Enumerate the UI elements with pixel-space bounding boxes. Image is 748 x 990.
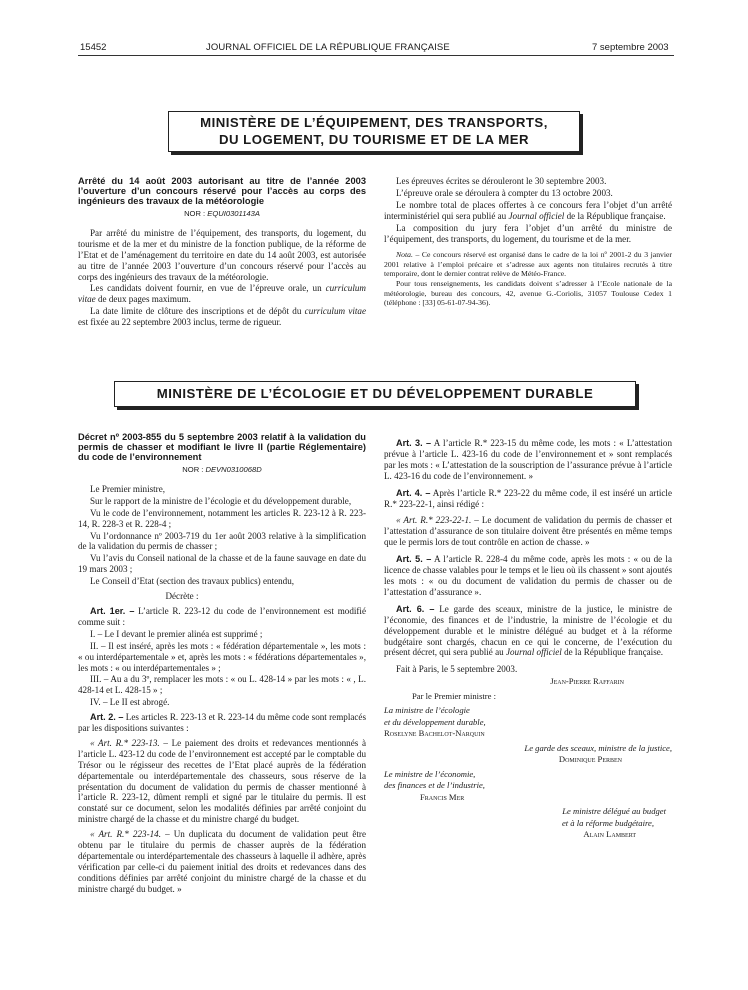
- nor-label: NOR :: [182, 465, 204, 474]
- paragraph: La date limite de clôture des inscriptions et de dépôt du curriculum vitae est fixée au 22 septembre 2003 inclus, terme de rigueur.: [78, 306, 366, 328]
- paragraph: Le nombre total de places offertes à ce concours fera l’objet d’un arrêté interministériel qui sera publié au Journal officiel de la République française.: [384, 199, 672, 221]
- garde-des-sceaux-title: Le garde des sceaux, ministre de la justice,: [524, 742, 672, 753]
- ministre-economie-title: des finances et de l’industrie,: [384, 780, 485, 791]
- paragraph: Par arrêté du ministre de l’équipement, des transports, du logement, du tourisme et de la mer et du ministre de la fonction publique, de la réforme de l’Etat et de l’aménagement du territoire en date du 14 août 2003, est autorisée au titre de l’année 2003 l’ouverture d’un concours réservé pour l’accès au corps des ingénieurs des travaux de la météorologie.: [78, 227, 366, 282]
- signature-premier-ministre: Jean-Pierre Raffarin: [550, 676, 624, 687]
- decret-left-column: [78, 432, 366, 896]
- nota-contact: Pour tous renseignements, les candidats doivent s’adresser à l’Ecole nationale de la météorologie, bureau des concours, 42, avenue G.-Coriolis, 31057 Toulouse Cedex 1 (téléphone : [33] 05-61-07-94-36).: [384, 279, 672, 307]
- signature-garde-des-sceaux: Dominique Perben: [558, 754, 622, 765]
- article-4: Art. 4. – Après l’article R.* 223-22 du même code, il est inséré un article R.* 223-22-1, ainsi rédigé :: [384, 487, 672, 509]
- arrete-nor: [78, 209, 366, 220]
- article-2: Art. 2. – Les articles R. 223-13 et R. 223-14 du même code sont remplacés par les dispositions suivantes :: [78, 712, 366, 734]
- paragraph: Les épreuves écrites se dérouleront le 30 septembre 2003.: [396, 176, 607, 186]
- paragraph: Le Conseil d’Etat (section des travaux publics) entendu,: [90, 576, 295, 587]
- ministry-heading-equipement: [168, 111, 580, 152]
- nota: Nota. – Ce concours réservé est organisé dans le cadre de la loi nº 2001-2 du 3 janvier 2001 relative à l’emploi précaire et s’adresse aux agents non titulaires recrutés à titre temporaire, dont le dernier contrat relève de Météo-France.: [384, 250, 672, 279]
- paragraph: Sur le rapport de la ministre de l’écologie et du développement durable,: [90, 495, 352, 506]
- ministre-economie-title: Le ministre de l’économie,: [384, 768, 476, 779]
- issue-date: 7 septembre 2003: [592, 42, 669, 53]
- decret-right-column: [384, 432, 672, 841]
- article-r-223-13: « Art. R.* 223-13. – Le paiement des droits et redevances mentionnés à l’article L. 423-12 du code de l’environnement est accepté par le comptable du Trésor ou le régisseur des recettes de l’Etat placé auprès de la fédération départementale ou interdépartementale des chasseurs, sous réserve de la présentation du document de validation du permis de chasser mentionné à l’article R. 223-12, dûment rempli et signé par le titulaire du permis. Il est constaté sur ce document, selon les modalités définies par arrêté conjoint du ministre chargé de la chasse et du ministre chargé du budget.: [78, 737, 366, 825]
- paragraph: Vu le code de l’environnement, notamment les articles R. 223-12 à R. 223-14, R. 228-3 et R. 228-4 ;: [78, 507, 366, 529]
- ministry-heading-line: MINISTÈRE DE L’ÉQUIPEMENT, DES TRANSPORTS,: [200, 115, 548, 130]
- signature-ministre-budget: Alain Lambert: [583, 829, 636, 840]
- paragraph: III. – Au a du 3º, remplacer les mots : « ou L. 428-14 » par les mots : « , L. 428-14 et L. 428-15 » ;: [78, 674, 366, 696]
- ministry-heading-line: DU LOGEMENT, DU TOURISME ET DE LA MER: [218, 132, 530, 147]
- article-5: Art. 5. – A l’article R. 228-4 du même code, après les mots : « ou de la licence de chasse valables pour le temps et le lieu où ils chassent » sont ajoutés les mots : « ou du document de validation du permis de chasser ou de l’attestation d’assurance ».: [384, 554, 672, 597]
- decret-nor: [78, 465, 366, 476]
- nor-label: NOR :: [184, 209, 206, 218]
- journal-title: JOURNAL OFFICIEL DE LA RÉPUBLIQUE FRANÇAISE: [206, 42, 450, 53]
- arrete-title: Arrêté du 14 août 2003 autorisant au titre de l’année 2003 l’ouverture d’un concours réservé pour l’accès au corps des ingénieurs des travaux de la météorologie: [78, 176, 366, 206]
- paragraph: IV. – Le II est abrogé.: [90, 697, 170, 708]
- ministre-ecologie-title: La ministre de l’écologie: [384, 705, 470, 716]
- page-number: 15452: [80, 42, 107, 53]
- nor-code: DEVN0310068D: [205, 465, 262, 474]
- article-r-223-14: « Art. R.* 223-14. – Un duplicata du document de validation peut être obtenu par le titulaire du permis de chasser auprès de la fédération départementale ou interdépartementale des chasseurs à laquelle il adhère, après vérification par celle-ci du paiement initial des droits et redevances dans des conditions définies par arrêté conjoint du ministre chargé de la chasse et du ministre chargé du budget. »: [78, 829, 366, 894]
- paragraph: I. – Le I devant le premier alinéa est supprimé ;: [90, 628, 263, 639]
- decrete-label: Décrète :: [165, 591, 199, 602]
- paragraph: L’épreuve orale se déroulera à compter du 13 octobre 2003.: [396, 187, 613, 198]
- nor-code: EQUI0301143A: [207, 209, 260, 218]
- ministry-heading-line: MINISTÈRE DE L’ÉCOLOGIE ET DU DÉVELOPPEMENT DURABLE: [156, 386, 594, 401]
- signature-ministre-economie: Francis Mer: [420, 791, 465, 802]
- par-le-premier-ministre: Par le Premier ministre :: [412, 690, 497, 701]
- article-1: Art. 1er. – L’article R. 223-12 du code de l’environnement est modifié comme suit :: [78, 605, 366, 627]
- ministre-budget-title: et à la réforme budgétaire,: [561, 817, 654, 828]
- signature-ministre-ecologie: Roselyne Bachelot-Narquin: [384, 728, 485, 739]
- header-rule: [78, 55, 674, 56]
- decret-title: Décret nº 2003-855 du 5 septembre 2003 relatif à la validation du permis de chasser et modifiant le livre II (partie Réglementaire) du code de l’environnement: [78, 432, 366, 462]
- paragraph: Vu l’ordonnance nº 2003-719 du 1er août 2003 relative à la simplification de la validation du permis de chasser ;: [78, 530, 366, 552]
- paragraph: Le Premier ministre,: [90, 483, 166, 494]
- arrete-left-column: [78, 176, 366, 329]
- paragraph: Les candidats doivent fournir, en vue de l’épreuve orale, un curriculum vitae de deux pages maximum.: [78, 283, 366, 305]
- article-6: Art. 6. – Le garde des sceaux, ministre de la justice, le ministre de l’économie, des finances et de l’industrie, la ministre de l’écologie et du développement durable et le ministre délégué au budget et à la réforme budgétaire sont chargés, chacun en ce qui le concerne, de l’exécution du présent décret, qui sera publié au Journal officiel de la République française.: [384, 603, 672, 658]
- paragraph: Vu l’avis du Conseil national de la chasse et de la faune sauvage en date du 19 mars 2003 ;: [78, 553, 366, 575]
- paragraph: II. – Il est inséré, après les mots : « fédération départementale », les mots : « ou interdépartementale » et, après les mots : « fédérations départementales », les mots : « ou interdépartementales » ;: [78, 640, 366, 673]
- ministre-budget-title: Le ministre délégué au budget: [562, 806, 666, 817]
- ministry-heading-ecologie: [114, 381, 636, 407]
- arrete-right-column: [384, 176, 672, 308]
- article-3: Art. 3. – A l’article R.* 223-15 du même code, les mots : « L’attestation prévue à l’article L. 423-16 du code de l’environnement et » sont remplacés par les mots : « L’attestation de la souscription de l’assurance prévue à l’article L. 423-16 du code de l’environnement. »: [384, 438, 672, 481]
- paragraph: La composition du jury fera l’objet d’un arrêté du ministre de l’équipement, des transports, du logement, du tourisme et de la mer.: [384, 222, 672, 244]
- article-r-223-22-1: « Art. R.* 223-22-1. – Le document de validation du permis de chasser et l’attestation d’assurance de son titulaire doivent être présentés en même temps que le permis lors de tout contrôle en action de chasse. »: [384, 515, 672, 548]
- ministre-ecologie-title: et du développement durable,: [384, 716, 486, 727]
- fait-a-paris: Fait à Paris, le 5 septembre 2003.: [396, 664, 518, 675]
